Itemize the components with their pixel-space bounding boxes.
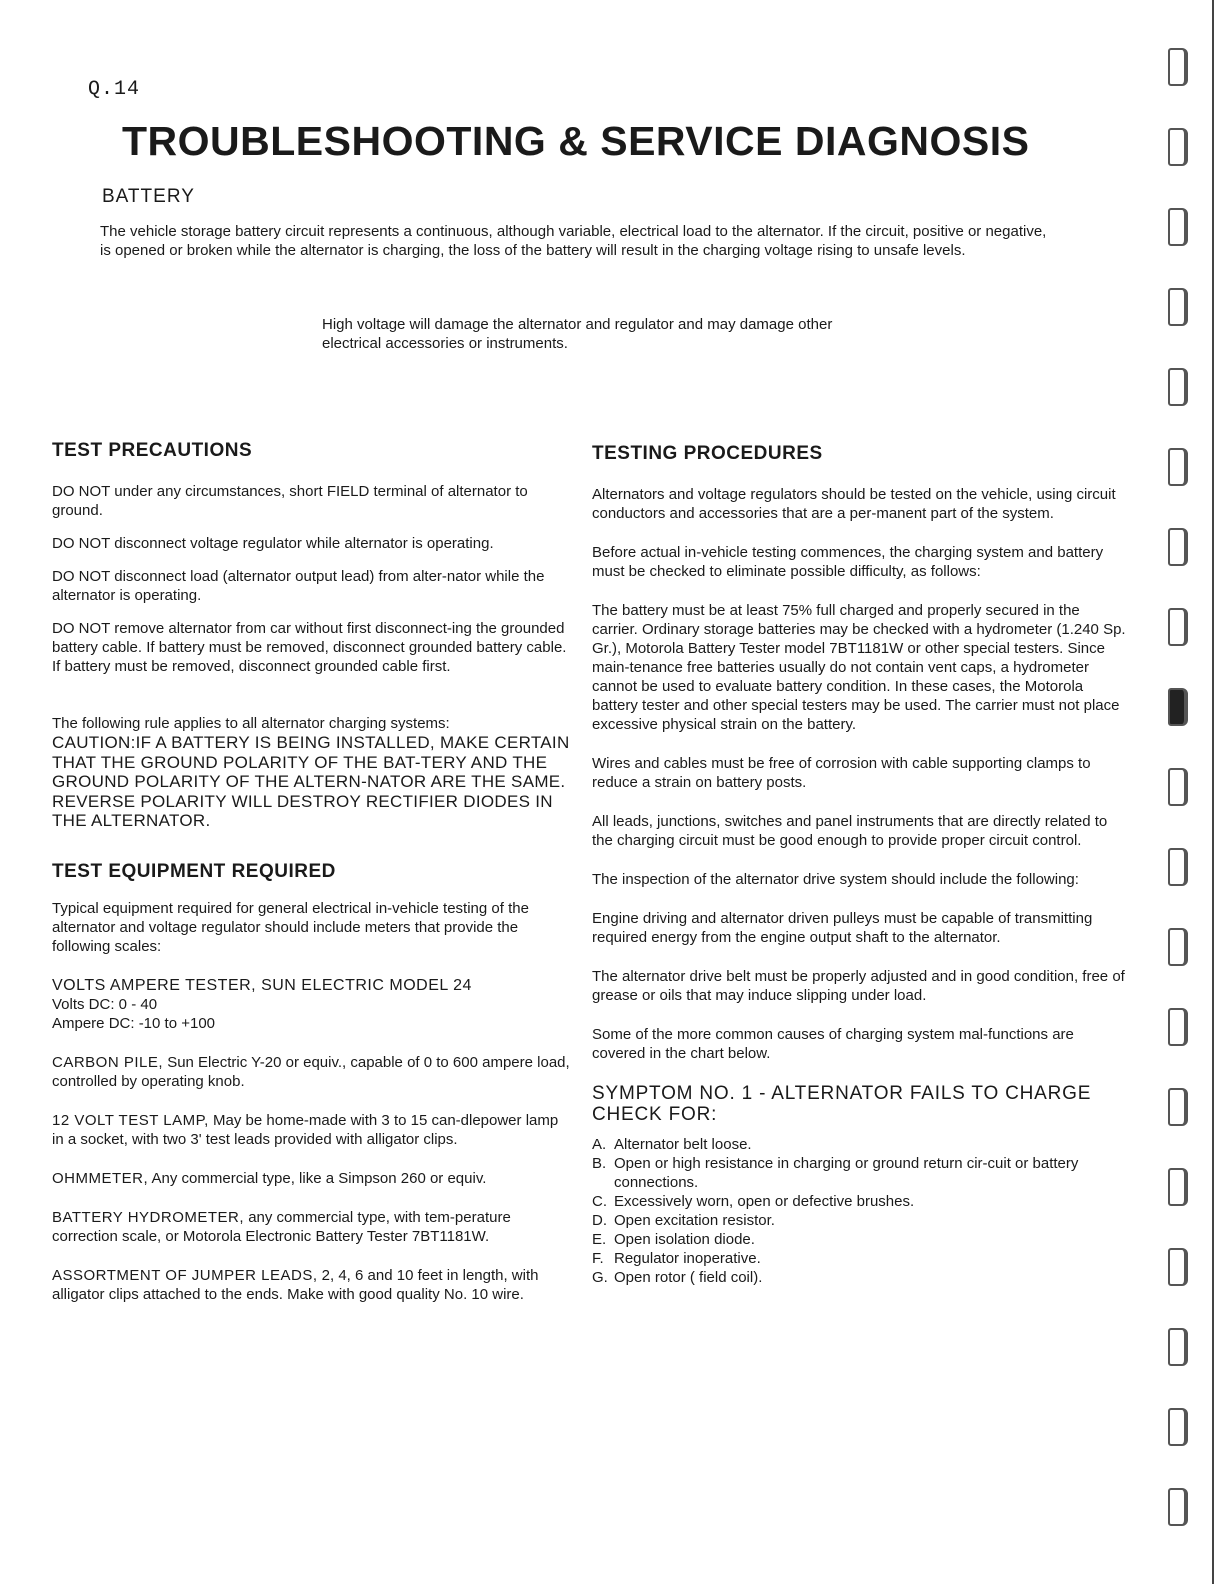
binder-ring-icon (1168, 368, 1188, 406)
binder-ring-icon (1168, 128, 1188, 166)
binder-ring-icon (1168, 1088, 1188, 1126)
binder-ring-icon (1168, 688, 1188, 726)
binder-ring-icon (1168, 208, 1188, 246)
procedure-paragraph: All leads, junctions, switches and panel instruments that are directly related to the charging circuit must be good enough to provide proper circuit control. (592, 813, 1108, 849)
procedure-paragraph: Engine driving and alternator driven pulleys must be capable of transmitting required energy from the engine output shaft to the alternator. (592, 910, 1093, 946)
binder-ring-icon (1168, 608, 1188, 646)
binder-ring-icon (1168, 48, 1188, 86)
precaution-item: DO NOT under any circumstances, short FIELD terminal of alternator to ground. (52, 483, 528, 519)
binder-ring-icon (1168, 1008, 1188, 1046)
battery-intro: The vehicle storage battery circuit represents a continuous, although variable, electrical load to the alternator. If the circuit, positive or negative, is opened or broken while the alternator is charging, the loss of the battery will result in the charging voltage rising to unsafe levels. (100, 223, 1047, 259)
equipment-item-jumper-leads: ASSORTMENT OF JUMPER LEADS, 2, 4, 6 and 10 feet in length, with alligator clips attached to the ends. Make with good quality No. 10 wire. (52, 1266, 539, 1303)
binder-ring-icon (1168, 528, 1188, 566)
cause-item: E. Open isolation diode. (592, 1231, 755, 1248)
binder-ring-icon (1168, 1248, 1188, 1286)
battery-heading: BATTERY (102, 186, 195, 207)
testing-procedures-heading: TESTING PROCEDURES (592, 443, 823, 464)
left-column (52, 440, 572, 1304)
ampere-scale: Ampere DC: -10 to +100 (52, 1014, 216, 1032)
equipment-intro: Typical equipment required for general electrical in-vehicle testing of the alternator and voltage regulator should include meters that provide the following scales: (52, 899, 529, 955)
battery-warning: High voltage will damage the alternator and regulator and may damage other electrical accessories or instruments. (322, 316, 833, 352)
test-equipment-heading: TEST EQUIPMENT REQUIRED (52, 860, 336, 882)
page-code: Q.14 (88, 78, 141, 101)
procedure-paragraph: Some of the more common causes of charging system mal-functions are covered in the chart below. (592, 1026, 1074, 1062)
rule-intro: The following rule applies to all alternator charging systems: (52, 715, 450, 732)
equipment-item-ohmmeter: OHMMETER, Any commercial type, like a Simpson 260 or equiv. (52, 1169, 487, 1187)
right-column (592, 443, 1127, 1287)
binder-ring-icon (1168, 1328, 1188, 1366)
symptom-heading: SYMPTOM NO. 1 - ALTERNATOR FAILS TO CHARGE CHECK FOR: (592, 1083, 1092, 1125)
test-precautions-heading: TEST PRECAUTIONS (52, 440, 253, 461)
precaution-item: DO NOT remove alternator from car without first disconnect-ing the grounded battery cable. If battery must be removed, disconnect grounded battery cable. If battery must be removed, disconnect grounded cable first. (52, 620, 567, 675)
binder-ring-icon (1168, 928, 1188, 966)
cause-list (592, 1135, 1127, 1287)
caution-notice: CAUTION:IF A BATTERY IS BEING INSTALLED, MAKE CERTAIN THAT THE GROUND POLARITY OF THE BAT-TERY AND THE GROUND POLARITY OF THE ALTERN-NATOR ARE THE SAME. REVERSE POLARITY WILL DESTROY RECTIFIER DIODES IN THE ALTERNATOR. (52, 733, 570, 830)
procedure-paragraph: The battery must be at least 75% full charged and properly secured in the carrier. Ordinary storage batteries may be checked with a hydrometer (1.240 Sp. Gr.), Motorola Battery Tester model 7BT1181W or other special testers. Since main-tenance free batteries usually do not contain vent caps, a hydrometer cannot be used to evaluate battery condition. In these cases, the Motorola battery tester and other special testers may be used. The carrier must not place excessive physical strain on the battery. (592, 602, 1126, 733)
binder-ring-icon (1168, 848, 1188, 886)
volts-scale: Volts DC: 0 - 40 (52, 995, 158, 1013)
procedure-paragraph: Before actual in-vehicle testing commences, the charging system and battery must be checked to eliminate possible difficulty, as follows: (592, 544, 1104, 580)
equipment-item-hydrometer: BATTERY HYDROMETER, any commercial type, with tem-perature correction scale, or Motorola Electronic Battery Tester 7BT1181W. (52, 1208, 511, 1245)
cause-item: G. Open rotor ( field coil). (592, 1269, 763, 1286)
precaution-item: DO NOT disconnect voltage regulator while alternator is operating. (52, 535, 494, 552)
cause-item: C. Excessively worn, open or defective brushes. (592, 1193, 915, 1210)
precaution-item: DO NOT disconnect load (alternator output lead) from alter-nator while the alternator is operating. (52, 568, 545, 604)
binder-ring-icon (1168, 1168, 1188, 1206)
procedure-paragraph: Alternators and voltage regulators should be tested on the vehicle, using circuit conductors and accessories that are a per-manent part of the system. (592, 486, 1116, 522)
cause-item: A. Alternator belt loose. (592, 1136, 752, 1153)
cause-item: D. Open excitation resistor. (592, 1212, 775, 1229)
binder-ring-icon (1168, 288, 1188, 326)
page-title: TROUBLESHOOTING & SERVICE DIAGNOSIS (122, 118, 1030, 164)
binder-ring-icon (1168, 1408, 1188, 1446)
binder-ring-icon (1168, 448, 1188, 486)
equipment-item-carbon-pile: CARBON PILE, Sun Electric Y-20 or equiv., capable of 0 to 600 ampere load, controlled by operating knob. (52, 1053, 570, 1090)
volts-ampere-tester: VOLTS AMPERE TESTER, SUN ELECTRIC MODEL 24 (52, 976, 472, 994)
binder-ring-icon (1168, 1488, 1188, 1526)
page-edge (1212, 0, 1214, 1584)
equipment-item-test-lamp: 12 VOLT TEST LAMP, May be home-made with 3 to 15 can-dlepower lamp in a socket, with two 3' test leads provided with alligator clips. (52, 1111, 559, 1148)
binder-ring-icon (1168, 768, 1188, 806)
cause-item: B. Open or high resistance in charging or ground return cir-cuit or battery connections. (592, 1155, 1079, 1191)
procedure-paragraph: Wires and cables must be free of corrosion with cable supporting clamps to reduce a strain on battery posts. (592, 755, 1091, 791)
cause-item: F. Regulator inoperative. (592, 1250, 761, 1267)
procedure-paragraph: The alternator drive belt must be properly adjusted and in good condition, free of grease or oils that may induce slipping under load. (592, 968, 1125, 1004)
procedure-paragraph: The inspection of the alternator drive system should include the following: (592, 871, 1079, 888)
binder-holes (1160, 0, 1200, 1584)
